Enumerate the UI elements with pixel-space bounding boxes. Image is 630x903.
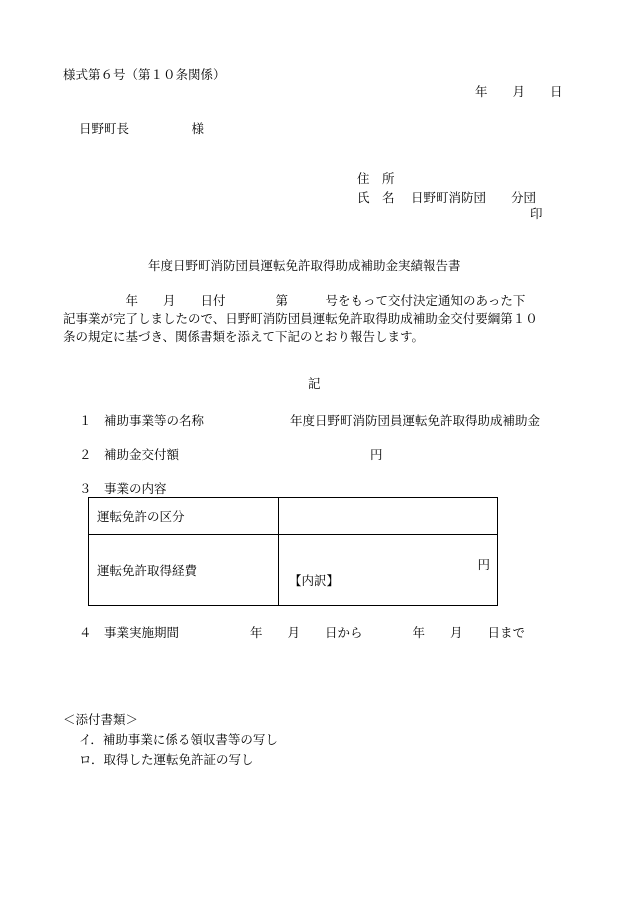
- item-1-number: １: [79, 413, 92, 428]
- license-cost-label: 運転免許取得経費: [89, 535, 279, 606]
- addressee: 日野町長 様: [79, 121, 205, 136]
- table-row: [89, 498, 498, 535]
- form-number: 様式第６号（第１０条関係）: [63, 67, 226, 82]
- report-title: 年度日野町消防団員運転免許取得助成補助金実績報告書: [148, 258, 461, 273]
- body-line-2: 記事業が完了しましたので、日野町消防団員運転免許取得助成補助金交付要綱第１０: [63, 311, 538, 326]
- name-label: 氏 名: [357, 190, 395, 205]
- ki-heading: 記: [308, 376, 321, 391]
- license-cost-value: [279, 535, 498, 606]
- item-2-value: 円: [370, 447, 383, 462]
- license-type-label: 運転免許の区分: [89, 498, 279, 535]
- content-table: [88, 497, 498, 606]
- address-label: 住 所: [357, 171, 395, 186]
- license-type-value: [279, 498, 498, 535]
- item-2-label: 補助金交付額: [104, 447, 180, 462]
- item-3-label: 事業の内容: [104, 481, 167, 496]
- item-1-label: 補助事業等の名称: [104, 413, 205, 428]
- table-row: [89, 535, 498, 606]
- item-3-number: ３: [79, 481, 92, 496]
- item-4-label: 事業実施期間: [104, 625, 180, 640]
- attachments-header: ＜添付書類＞: [63, 712, 139, 727]
- breakdown-label: 【内訳】: [289, 573, 340, 588]
- item-4-number: ４: [79, 625, 92, 640]
- yen-unit: 円: [477, 557, 490, 572]
- attachment-1: イ．補助事業に係る領収書等の写し: [79, 732, 278, 747]
- item-2-number: ２: [79, 447, 92, 462]
- attachment-2: ロ．取得した運転免許証の写し: [79, 752, 254, 767]
- body-paragraph: [63, 292, 583, 346]
- body-line-1: 年 月 日付 第 号をもって交付決定通知のあった下: [63, 293, 526, 308]
- item-4-value: 年 月 日から 年 月 日まで: [250, 625, 526, 640]
- seal-mark: 印: [530, 206, 543, 221]
- name-value: 日野町消防団 分団: [411, 190, 537, 205]
- date-line: 年 月 日: [475, 84, 563, 99]
- item-1-value: 年度日野町消防団員運転免許取得助成補助金: [290, 413, 541, 428]
- body-line-3: 条の規定に基づき、関係書類を添えて下記のとおり報告します。: [63, 329, 425, 344]
